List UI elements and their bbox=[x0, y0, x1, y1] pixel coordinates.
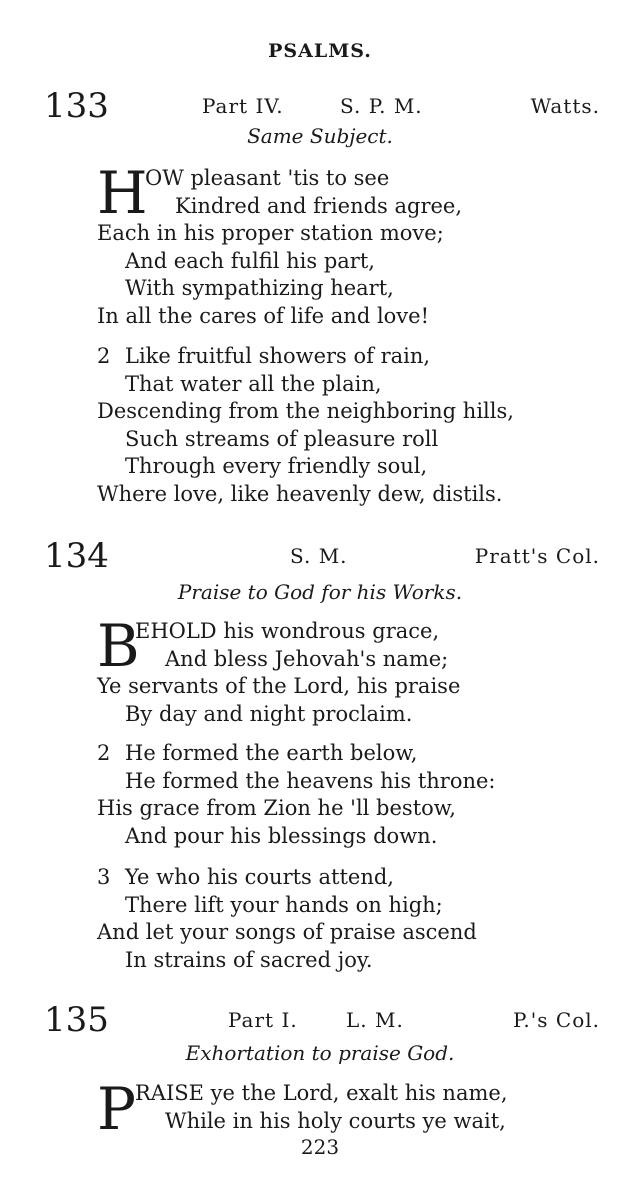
hymn-number: 133 bbox=[44, 86, 109, 126]
hymn-subject: Same Subject. bbox=[247, 124, 393, 148]
verse-line: Through every friendly soul, bbox=[125, 454, 428, 478]
hymn-subject: Exhortation to praise God. bbox=[185, 1041, 455, 1065]
hymn-subject: Praise to God for his Works. bbox=[177, 580, 463, 604]
verse-line: RAISE ye the Lord, exalt his name, bbox=[135, 1081, 508, 1105]
verse bbox=[97, 343, 617, 508]
verse-line: There lift your hands on high; bbox=[125, 892, 443, 917]
hymn-number: 135 bbox=[44, 1000, 109, 1040]
verse-line: And pour his blessings down. bbox=[125, 823, 438, 848]
verse-line: Each in his proper station move; bbox=[97, 221, 444, 245]
verse-line: By day and night proclaim. bbox=[125, 701, 413, 726]
hymn-part: Part IV. bbox=[202, 94, 284, 118]
verse-line: 3 Ye who his courts attend, bbox=[97, 864, 617, 892]
verse-line: His grace from Zion he 'll bestow, bbox=[97, 796, 456, 820]
hymn-attribution: Pratt's Col. bbox=[474, 544, 600, 568]
verse-line: EHOLD his wondrous grace, bbox=[135, 619, 440, 643]
drop-cap: H bbox=[97, 159, 148, 227]
verse-line: Descending from the neighboring hills, bbox=[97, 399, 514, 423]
verse bbox=[97, 1080, 617, 1135]
verse-line: He formed the heavens his throne: bbox=[125, 768, 496, 793]
verse bbox=[97, 740, 617, 850]
hymn-attribution: P.'s Col. bbox=[513, 1008, 600, 1032]
hymn-meter: L. M. bbox=[346, 1008, 404, 1032]
verse-line: Ye servants of the Lord, his praise bbox=[97, 674, 461, 698]
drop-cap: P bbox=[97, 1075, 137, 1143]
hymn-header bbox=[0, 1000, 640, 1040]
verse-line: OW pleasant 'tis to see bbox=[145, 166, 390, 190]
verse-line: And bless Jehovah's name; bbox=[165, 646, 449, 671]
hymn-attribution: Watts. bbox=[530, 94, 600, 118]
verse-line: And let your songs of praise ascend bbox=[97, 920, 477, 944]
verse-line: Where love, like heavenly dew, distils. bbox=[97, 481, 503, 506]
verse-number: 2 bbox=[97, 344, 111, 368]
verse-line: While in his holy courts ye wait, bbox=[165, 1108, 506, 1133]
verse-line: 2 Like fruitful showers of rain, bbox=[97, 343, 617, 371]
verse-line: In all the cares of life and love! bbox=[97, 303, 430, 328]
verse bbox=[97, 159, 617, 330]
hymn-header bbox=[0, 536, 640, 576]
hymn-number: 134 bbox=[44, 536, 109, 576]
verse-line: And each fulfil his part, bbox=[125, 248, 375, 273]
hymn-header bbox=[0, 86, 640, 126]
verse-line: That water all the plain, bbox=[125, 371, 382, 396]
hymn-meter: S. P. M. bbox=[340, 94, 423, 118]
verse bbox=[97, 864, 617, 974]
verse-line: With sympathizing heart, bbox=[125, 276, 394, 300]
drop-cap: B bbox=[97, 612, 140, 680]
verse-line: 2 He formed the earth below, bbox=[97, 740, 617, 768]
running-head: PSALMS. bbox=[268, 40, 372, 62]
verse-number: 3 bbox=[97, 865, 111, 889]
verse-number: 2 bbox=[97, 741, 111, 765]
verse-line: Such streams of pleasure roll bbox=[125, 426, 439, 451]
verse-line: In strains of sacred joy. bbox=[125, 947, 373, 972]
verse-line: Kindred and friends agree, bbox=[175, 193, 463, 218]
verse bbox=[97, 612, 617, 728]
page-number: 223 bbox=[300, 1135, 340, 1159]
hymn-part: Part I. bbox=[228, 1008, 298, 1032]
hymn-meter: S. M. bbox=[290, 544, 348, 568]
